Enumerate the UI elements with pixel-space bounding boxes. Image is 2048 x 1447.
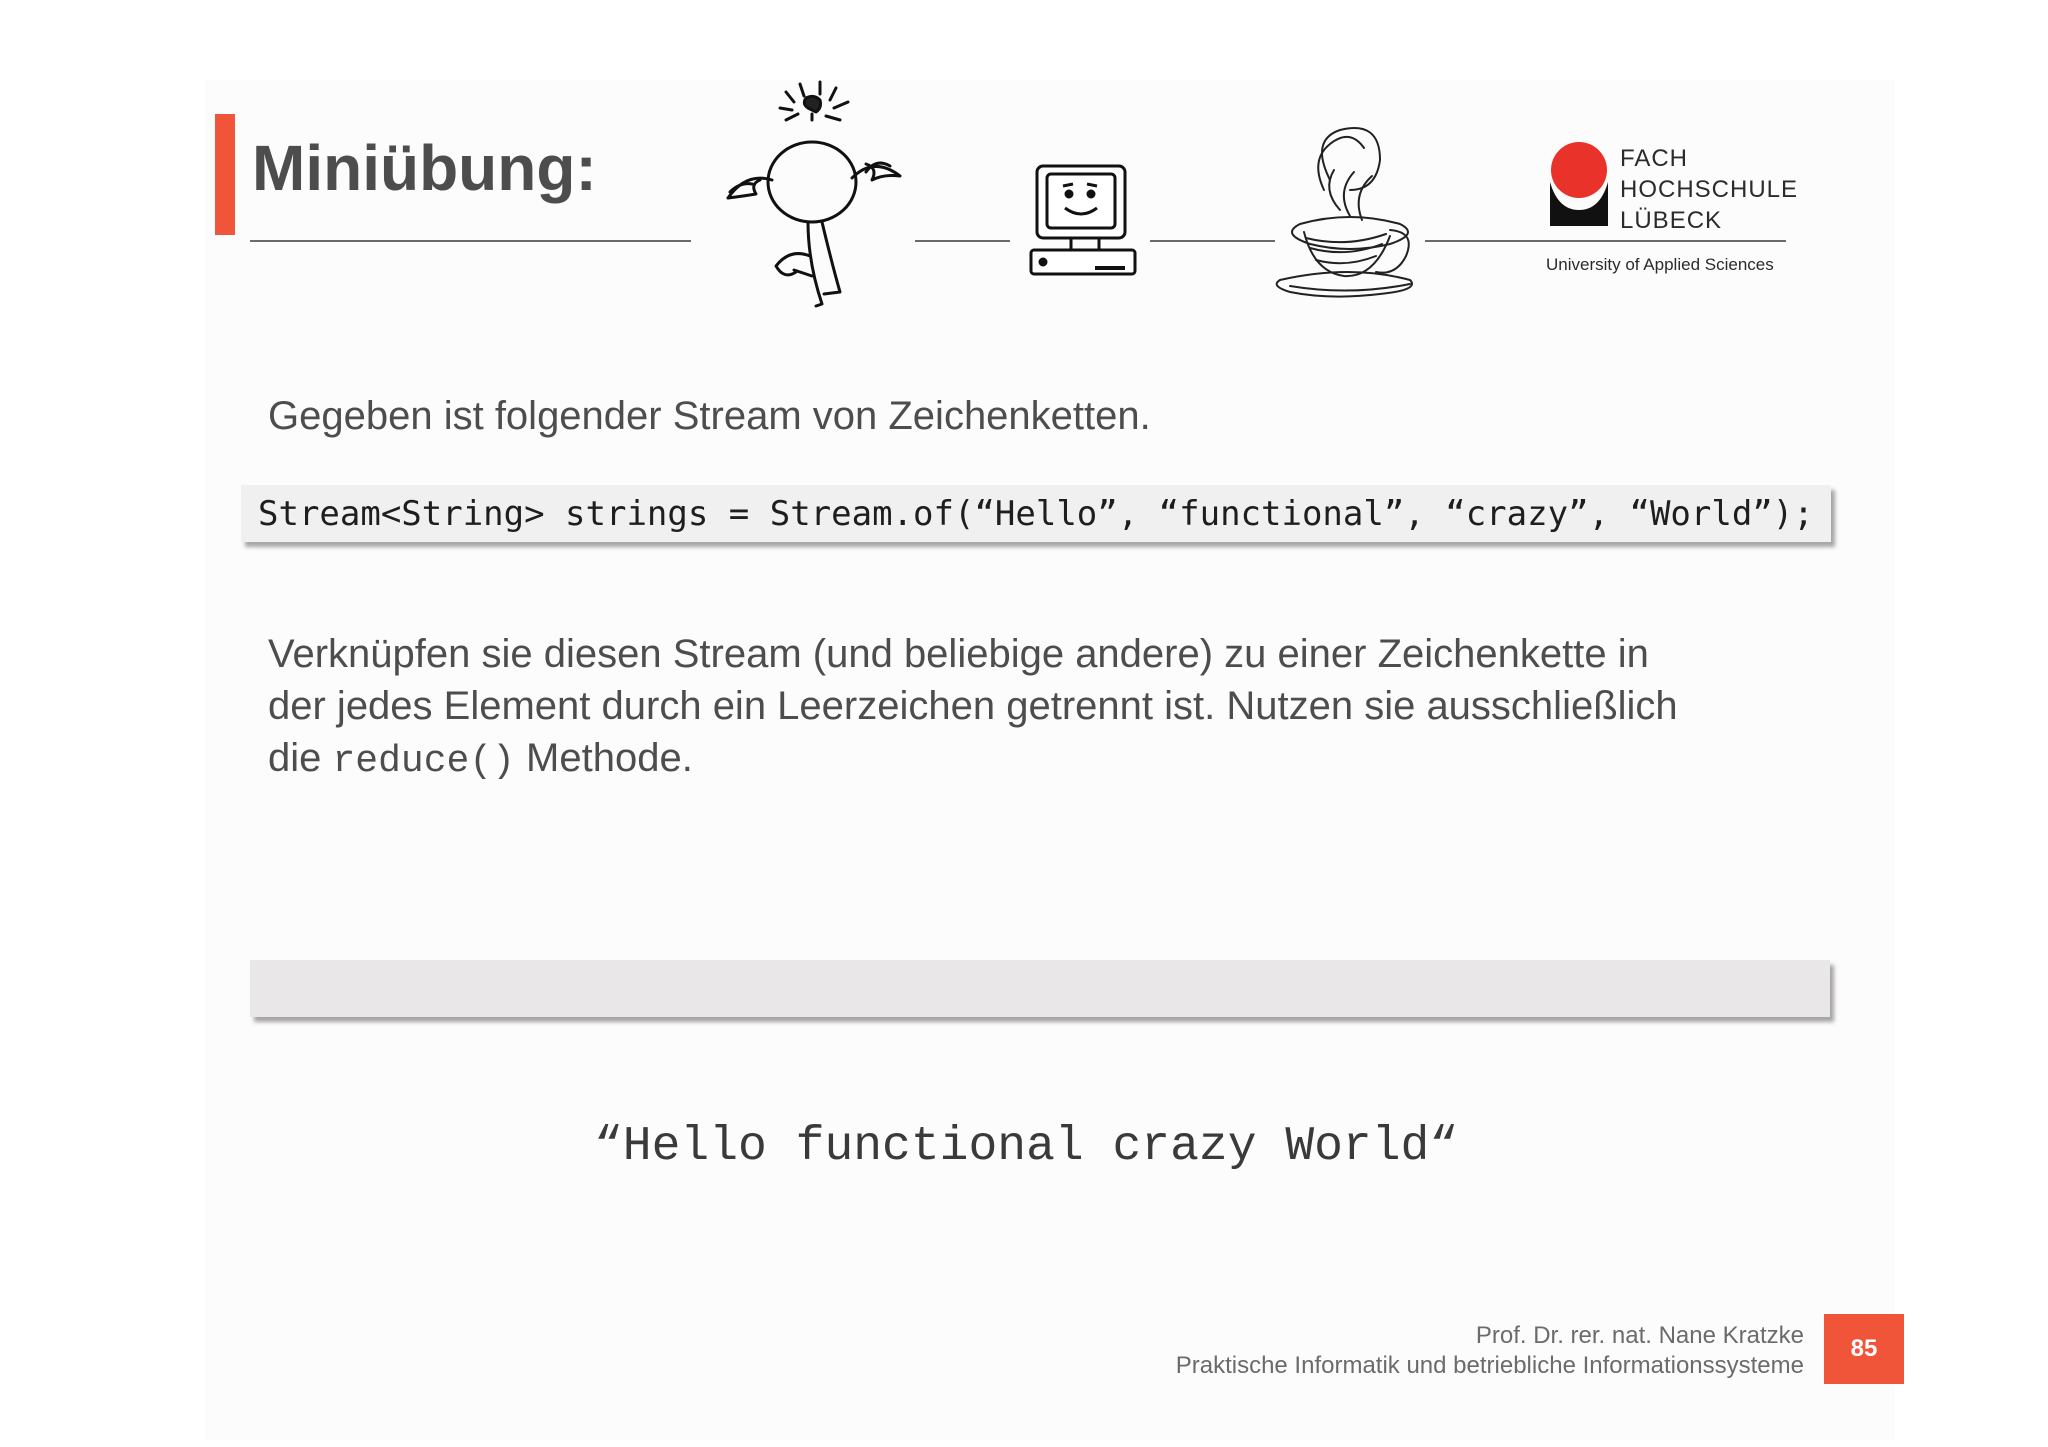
answer-box: [250, 960, 1830, 1017]
task-line: der jedes Element durch ein Leerzeichen getrennt ist. Nutzen sie ausschließlich: [268, 684, 1678, 728]
header-divider: [1425, 240, 1786, 242]
header-divider: [1150, 240, 1275, 242]
logo-line: FACH: [1620, 145, 1689, 172]
coffee-cup-icon: [1270, 120, 1440, 300]
computer-icon: [1025, 160, 1145, 285]
inline-code: reduce(): [332, 740, 515, 783]
task-line: [268, 732, 693, 788]
slide-title: Miniübung:: [252, 132, 597, 204]
task-text: Methode.: [514, 736, 693, 780]
university-logo-icon: [1546, 138, 1612, 230]
logo-text: [1620, 143, 1798, 236]
title-accent-bar: [215, 114, 235, 235]
logo-subtitle: University of Applied Sciences: [1546, 255, 1774, 274]
page-number: 85: [1824, 1314, 1904, 1384]
thinking-figure-icon: [690, 80, 930, 320]
footer-author: Prof. Dr. rer. nat. Nane Kratzke: [1475, 1322, 1804, 1349]
logo-line: HOCHSCHULE: [1620, 176, 1799, 203]
footer-course: Praktische Informatik und betriebliche Informationssysteme: [1175, 1352, 1804, 1379]
expected-result: “Hello functional crazy World“: [594, 1120, 1459, 1174]
code-snippet: Stream<String> strings = Stream.of(“Hello”, “functional”, “crazy”, “World”);: [258, 494, 1814, 534]
intro-text: Gegeben ist folgender Stream von Zeichenketten.: [268, 394, 1151, 438]
logo-line: LÜBECK: [1620, 207, 1723, 234]
task-line: Verknüpfen sie diesen Stream (und beliebige andere) zu einer Zeichenkette in: [268, 632, 1649, 676]
header-divider: [250, 240, 691, 242]
task-text: die: [268, 736, 333, 780]
